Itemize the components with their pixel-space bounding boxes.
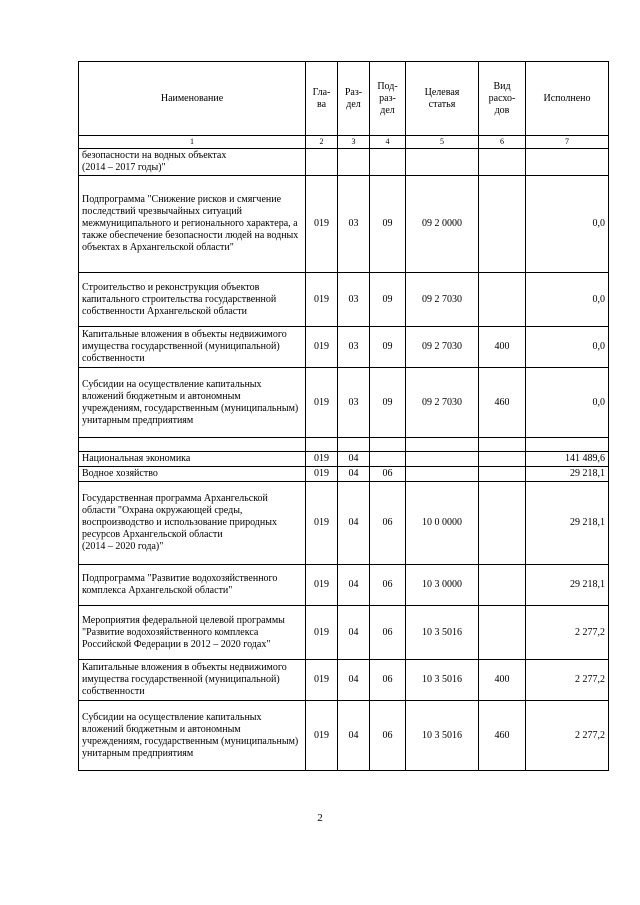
row-expense-type: 400: [479, 327, 526, 368]
row-expense-type: 400: [479, 660, 526, 701]
row-subsection: 09: [370, 327, 406, 368]
row-subsection: 06: [370, 606, 406, 660]
row-subsection: [370, 149, 406, 176]
row-subsection: [370, 438, 406, 452]
row-name: Государственная программа Архангельской области "Охрана окружающей среды, воспроизводство и использование природных ресурсов Архангельской области (2014 – 2020 года)": [79, 482, 306, 565]
row-name: Капитальные вложения в объекты недвижимого имущества государственной (муниципальной) собственности: [79, 660, 306, 701]
row-expense-type: 460: [479, 701, 526, 771]
row-section: 03: [338, 273, 370, 327]
table-row: [79, 273, 609, 327]
row-target-article: 09 2 0000: [406, 176, 479, 273]
row-target-article: 10 3 0000: [406, 565, 479, 606]
row-section: 03: [338, 327, 370, 368]
row-section: 04: [338, 467, 370, 482]
col-number: 6: [479, 136, 526, 149]
row-executed: 141 489,6: [526, 452, 609, 467]
row-expense-type: [479, 273, 526, 327]
row-target-article: 10 0 0000: [406, 482, 479, 565]
row-expense-type: 460: [479, 368, 526, 438]
row-chapter: 019: [306, 176, 338, 273]
table-row: [79, 368, 609, 438]
row-target-article: 10 3 5016: [406, 701, 479, 771]
row-name: Национальная экономика: [79, 452, 306, 467]
row-target-article: 10 3 5016: [406, 606, 479, 660]
table-row: [79, 149, 609, 176]
row-section: 04: [338, 660, 370, 701]
table-row: [79, 176, 609, 273]
row-name: Строительство и реконструкция объектов капитального строительства государственной собственности Архангельской области: [79, 273, 306, 327]
row-target-article: 09 2 7030: [406, 273, 479, 327]
row-executed: [526, 149, 609, 176]
col-header-subsection: Под- раз- дел: [370, 62, 406, 136]
row-section: 03: [338, 176, 370, 273]
row-executed: 0,0: [526, 176, 609, 273]
col-header-target-article: Целевая статья: [406, 62, 479, 136]
row-executed: 0,0: [526, 327, 609, 368]
row-expense-type: [479, 452, 526, 467]
row-executed: [526, 438, 609, 452]
table-row: [79, 482, 609, 565]
row-name: Мероприятия федеральной целевой программы "Развитие водохозяйственного комплекса Российской Федерации в 2012 – 2020 годах": [79, 606, 306, 660]
col-header-chapter: Гла- ва: [306, 62, 338, 136]
row-executed: 0,0: [526, 273, 609, 327]
row-chapter: 019: [306, 452, 338, 467]
row-name: Водное хозяйство: [79, 467, 306, 482]
header-row: [79, 62, 609, 136]
col-number: 7: [526, 136, 609, 149]
row-subsection: 06: [370, 467, 406, 482]
row-expense-type: [479, 565, 526, 606]
row-section: 04: [338, 452, 370, 467]
row-name: [79, 438, 306, 452]
col-header-section: Раз- дел: [338, 62, 370, 136]
col-number: 3: [338, 136, 370, 149]
row-subsection: 06: [370, 701, 406, 771]
row-executed: 2 277,2: [526, 660, 609, 701]
row-section: 03: [338, 368, 370, 438]
row-executed: 2 277,2: [526, 701, 609, 771]
row-name: Подпрограмма "Снижение рисков и смягчение последствий чрезвычайных ситуаций межмуниципального и регионального характера, а также обеспечение безопасности людей на водных объектах в Архангельской области": [79, 176, 306, 273]
row-subsection: 09: [370, 176, 406, 273]
row-chapter: [306, 438, 338, 452]
row-chapter: 019: [306, 660, 338, 701]
table-row: [79, 660, 609, 701]
table-row: [79, 606, 609, 660]
row-target-article: [406, 149, 479, 176]
row-expense-type: [479, 176, 526, 273]
row-chapter: 019: [306, 701, 338, 771]
row-expense-type: [479, 482, 526, 565]
row-executed: 0,0: [526, 368, 609, 438]
col-header-name: Наименование: [79, 62, 306, 136]
row-chapter: [306, 149, 338, 176]
row-expense-type: [479, 606, 526, 660]
col-header-expense-type: Вид расхо- дов: [479, 62, 526, 136]
table-row: [79, 438, 609, 452]
page-number: 2: [317, 812, 323, 824]
row-subsection: 09: [370, 273, 406, 327]
row-expense-type: [479, 149, 526, 176]
row-target-article: 10 3 5016: [406, 660, 479, 701]
table-row: [79, 565, 609, 606]
table-row: [79, 701, 609, 771]
row-expense-type: [479, 467, 526, 482]
row-subsection: 09: [370, 368, 406, 438]
col-number: 2: [306, 136, 338, 149]
col-header-executed: Исполнено: [526, 62, 609, 136]
col-number: 5: [406, 136, 479, 149]
row-expense-type: [479, 438, 526, 452]
row-chapter: 019: [306, 467, 338, 482]
table-row: [79, 452, 609, 467]
row-target-article: [406, 452, 479, 467]
row-chapter: 019: [306, 327, 338, 368]
column-number-row: [79, 136, 609, 149]
row-section: 04: [338, 482, 370, 565]
row-executed: 29 218,1: [526, 482, 609, 565]
row-chapter: 019: [306, 565, 338, 606]
row-name: Субсидии на осуществление капитальных вложений бюджетным и автономным учреждениям, государственным (муниципальным) унитарным предприятиям: [79, 368, 306, 438]
table-row: [79, 327, 609, 368]
row-section: [338, 149, 370, 176]
row-executed: 2 277,2: [526, 606, 609, 660]
row-section: 04: [338, 565, 370, 606]
row-subsection: 06: [370, 482, 406, 565]
col-number: 1: [79, 136, 306, 149]
row-name: безопасности на водных объектах (2014 – 2017 годы)": [79, 149, 306, 176]
row-target-article: [406, 438, 479, 452]
row-name: Субсидии на осуществление капитальных вложений бюджетным и автономным учреждениям, государственным (муниципальным) унитарным предприятиям: [79, 701, 306, 771]
row-subsection: 06: [370, 565, 406, 606]
row-section: 04: [338, 701, 370, 771]
row-section: 04: [338, 606, 370, 660]
row-section: [338, 438, 370, 452]
row-chapter: 019: [306, 273, 338, 327]
row-executed: 29 218,1: [526, 565, 609, 606]
row-executed: 29 218,1: [526, 467, 609, 482]
table-body: [79, 149, 609, 771]
row-target-article: 09 2 7030: [406, 368, 479, 438]
col-number: 4: [370, 136, 406, 149]
row-chapter: 019: [306, 482, 338, 565]
row-target-article: 09 2 7030: [406, 327, 479, 368]
row-chapter: 019: [306, 368, 338, 438]
table-row: [79, 467, 609, 482]
row-chapter: 019: [306, 606, 338, 660]
row-target-article: [406, 467, 479, 482]
row-subsection: [370, 452, 406, 467]
row-name: Подпрограмма "Развитие водохозяйственного комплекса Архангельской области": [79, 565, 306, 606]
budget-table: [78, 61, 609, 771]
row-subsection: 06: [370, 660, 406, 701]
row-name: Капитальные вложения в объекты недвижимого имущества государственной (муниципальной) собственности: [79, 327, 306, 368]
